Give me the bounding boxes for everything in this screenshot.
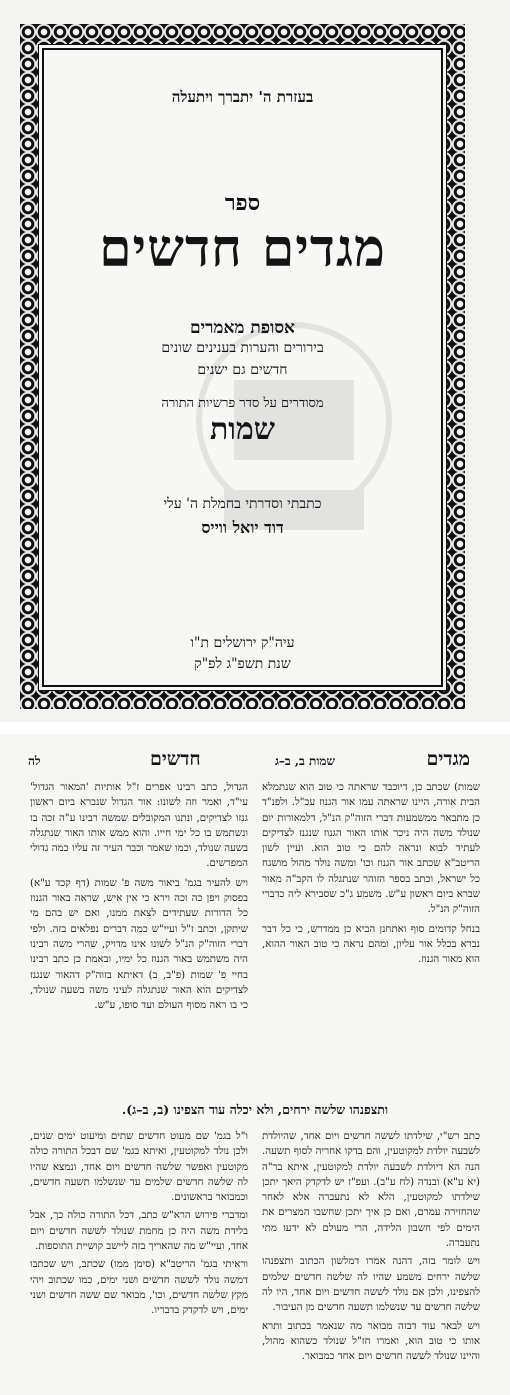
- running-header-left: חדשים: [150, 748, 201, 770]
- paragraph: וראיתי בגמ' הריטב"א (סימן ממו) שכתב, ויש שכתבו דמשה נולד לששה חדשים ושני ימים, כמו שכתוב ויהי מקץ שלשה חדשים, וכו', מבואר שם ששה חדשים ושני ימים, ויש לדקדק בדבריו.: [30, 1259, 248, 1317]
- paragraph: ויש להעיר בגמ' ביאור משה פ' שמות (דף קכד ע"א) בפסוק ויפן כה וכה וירא כי אין איש, שראה באור הגנוז כל הדורות שעתידים לצאת ממנו, ואם יש בהם מי שיתקן, וכתב ז"ל ועיי"ש כמה דברים נפלאים בזה. ולפי דברי הזוה"ק הנ"ל לשונו אינו מדויק, שהרי משה רבינו היה משתמש באור הגנוז כל ימיו, ובאמת כן כתב רבינו בחיי פ' שמות (פ"ב, ב) דאיתא בזוה"ק דהאור שנגנז לצדיקים הוא האור שנתגלה לעיני משה בשעה שנולד, כי בו ראה מסוף העולם ועד סופו, ע"ש.: [30, 877, 248, 1012]
- parsha-name: שמות: [210, 412, 275, 447]
- text-page: [0, 734, 510, 1395]
- subtitle-1: אסופת מאמרים: [190, 318, 295, 338]
- page-number: לה: [28, 754, 41, 768]
- right-column-bottom: [262, 1129, 480, 1367]
- title-page-inner: [42, 48, 443, 687]
- paragraph: ו"ל בגמ' שם מעוט חדשים שתים ומיעוט ימים שנים, ולכן נולד למקוטעין, ואיתא בגמ' שם דבכל התורה כולה מקוטעין ואפשר שלשה חדשים ויום אחד, ונמצא שהיו לה שלשה חדשים שלמים עד שנשלמו תשעה חדשים, וכמבואר בראשונים.: [30, 1131, 248, 1204]
- running-header-reference: שמות ב, ב–ג: [274, 754, 335, 768]
- section-heading: ותצפנהו שלשה ירחים, ולא יכלה עוד הצפינו (ב, ב–ג).: [121, 1102, 389, 1117]
- paragraph: ויש לומר בזה, דהנה אמרו דמלשון הכתוב ותצפנהו שלשה ירחים משמע שהיו לה שלשה חדשים שלמים להצפינו, ולכן אם נולד לששה חדשים ויום אחד, היו לה שלשה חדשים עד שנשלמו תשעה חדשים מן העיבור.: [262, 1256, 480, 1314]
- left-column-top: [30, 780, 248, 1017]
- subtitle-4: מסודרים על סדר פרשיות התורה: [161, 396, 324, 411]
- right-column-top: [262, 780, 480, 972]
- page-divider: [0, 722, 510, 734]
- subtitle-2: בירורים והערות בענינים שונים: [161, 340, 324, 356]
- running-header-right: מגדים: [426, 748, 470, 770]
- author-line: כתבתי וסדרתי בחמלת ה' עלי: [163, 496, 322, 512]
- left-column-bottom: [30, 1129, 248, 1322]
- paragraph: בנחל קדומים סוף ואתחנן הביא כן ממדרש, כי כל דבר נברא בכלל אור עליון, ומהם נראה כי טוב האור ההוא, הוא מאור הגנוז.: [262, 923, 480, 966]
- paragraph: כתב רש"י, שילדתו לששה חדשים ויום אחד, שהיולדת לשבעה יולדת למקוטעין, והם בדקו אחריה לסוף תשעה. הנה הא דיולדת לשבעה יולדת למקוטעין, איתא בר"ה (יא ע"א) ובנדה (לח ע"ב). ועפ"ז יש לדקדק היאך יתכן שילדתו למקוטעין, הלא לא נתעברה אלא לאחר שהחזירה עמרם, ואם כן איך יתכן שחשבו המצרים את הימים לפי חשבון הלידה, הרי מעולם לא ידעו מתי נתעברה.: [262, 1131, 480, 1250]
- sefer-label: ספר: [224, 190, 261, 216]
- ornamental-border: [20, 24, 465, 709]
- subtitle-3: חדשים גם ישנים: [197, 362, 288, 378]
- author-name: דוד יואל ווייס: [201, 518, 284, 537]
- publication-place: עיה"ק ירושלים ת"ו: [190, 635, 295, 651]
- book-title: מגדים חדשים: [99, 218, 386, 279]
- publication-year: שנת תשפ"ג לפ"ק: [194, 656, 291, 672]
- paragraph: ומדברי פירוש הרא"ש כתב, דכל התורה כולה כך, אבל בלידת משה היה כן מחמת שנולד לששה חדשים ויום אחד, ועיי"ש מה שהאריך בזה ליישב קושיית התוספות.: [30, 1210, 248, 1253]
- blessing-line: בעזרת ה' יתברך ויתעלה: [171, 88, 314, 106]
- paragraph: שמות) שכתב כן, דיוכבד שראתה כי טוב הוא שנתמלא הבית אורה, היינו שראתה עמו אור הגנוז עכ"ל. ולפנ"ד כן מתבאר ממשמעות דברי הזוה"ק הנ"ל, דלמאורות יום שנולד משה היה ניכר אותו האור הגנוז שנגנז לצדיקים לעתיד לבוא ונראה להם כי טוב הוא. ועיין לשון הריטב"א שכתב אור הגנוז וכו' ומשה נולד מהול מושגח כל ישראל, וכתב בספר הזוהר שנתגלה לו הקב"ה מאור שברא ביום ראשון ע"ש. משמע ג"כ שסבירא ליה כדברי הזוה"ק הנ"ל.: [262, 782, 480, 916]
- paragraph: הגדול, כתב רבינו אפרים ז"ל אותיות 'המאור הגדול' עי"ד, ואמר וזה לשונו: אור הגדול שנברא ביום ראשון גנזו לצדיקים, ונתנו המקובלים שמשה רבינו ע"ה זכה בו ונשתמש בו כל ימי חייו. והוא ממש אותו האור שנתגלה בשעה שנולד, וכמו שאמר וכבר העיר זה עליו כמה גדולי המפרשים.: [30, 782, 248, 870]
- paragraph: ויש לבאר עוד דבזה מבואר מה שנאמר בכתוב ותרא אותו כי טוב הוא, ואמרו חז"ל שנולד כשהוא מהול, והיינו שנולד לששה חדשים ויום אחד כמבואר.: [262, 1320, 480, 1363]
